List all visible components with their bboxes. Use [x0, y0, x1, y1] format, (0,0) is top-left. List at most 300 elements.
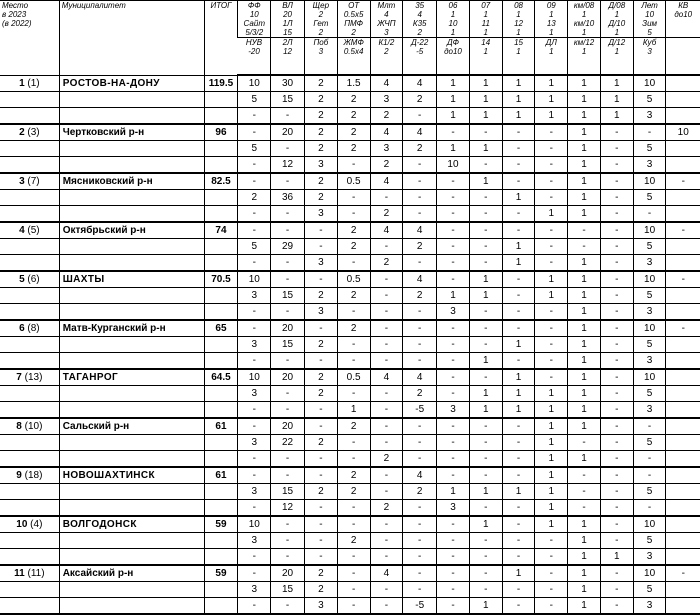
- total-score: 61: [204, 418, 238, 435]
- score-cell: 15: [271, 582, 305, 598]
- score-cell: 10: [437, 157, 470, 174]
- score-cell: 1: [469, 386, 502, 402]
- place-cell-empty: [0, 157, 59, 174]
- score-cell: 5: [633, 386, 666, 402]
- score-cell: 1: [568, 92, 601, 108]
- score-cell: 1: [535, 451, 568, 468]
- score-cell: -: [337, 353, 370, 370]
- header-col-6-bottom: ДФ до10: [437, 38, 470, 76]
- score-cell: -: [370, 582, 403, 598]
- score-cell: 5: [633, 92, 666, 108]
- total-cell-empty: [204, 402, 238, 419]
- score-cell: -: [370, 402, 403, 419]
- score-cell: 1: [437, 484, 470, 500]
- place-prev: (3): [24, 127, 40, 138]
- score-cell: -: [502, 451, 535, 468]
- score-cell: -: [469, 533, 502, 549]
- score-cell: 5: [238, 239, 271, 255]
- municipality-name: Чертковский р-н: [59, 124, 204, 141]
- score-cell: -: [502, 320, 535, 337]
- score-cell: -: [600, 533, 633, 549]
- place-cell-empty: [0, 108, 59, 125]
- score-cell: 1: [568, 75, 601, 92]
- score-cell: 4: [403, 467, 437, 484]
- score-cell: 3: [238, 533, 271, 549]
- score-cell: 1: [469, 516, 502, 533]
- score-cell: -: [600, 451, 633, 468]
- score-cell: -: [238, 304, 271, 321]
- table-row: [0, 173, 700, 190]
- score-cell: -: [304, 500, 337, 517]
- score-cell: -: [502, 533, 535, 549]
- score-cell: -: [304, 222, 337, 239]
- score-cell: -: [437, 353, 470, 370]
- score-cell: -: [633, 124, 666, 141]
- total-cell-empty: [204, 255, 238, 272]
- score-cell: 4: [403, 369, 437, 386]
- place-prev: (6): [24, 274, 40, 285]
- score-cell: [666, 304, 700, 321]
- score-cell: 10: [633, 320, 666, 337]
- score-cell: -: [337, 565, 370, 582]
- municipality-name: ТАГАНРОГ: [59, 369, 204, 386]
- score-cell: 4: [370, 173, 403, 190]
- total-score: 59: [204, 565, 238, 582]
- score-cell: -: [600, 304, 633, 321]
- place-prev: (11): [24, 568, 45, 579]
- score-cell: -: [600, 369, 633, 386]
- score-cell: 2: [304, 124, 337, 141]
- score-cell: 2: [304, 108, 337, 125]
- score-cell: [666, 549, 700, 566]
- score-cell: -: [238, 549, 271, 566]
- score-cell: -: [502, 271, 535, 288]
- total-cell-empty: [204, 157, 238, 174]
- score-cell: -: [666, 222, 700, 239]
- place-now: 5: [19, 274, 25, 285]
- score-cell: 3: [633, 598, 666, 615]
- total-cell-empty: [204, 337, 238, 353]
- score-cell: 2: [304, 288, 337, 304]
- score-cell: -: [469, 435, 502, 451]
- score-cell: -: [469, 369, 502, 386]
- header-col-8-top: 08 1 12 1: [502, 1, 535, 38]
- municipality-cell-empty: [59, 255, 204, 272]
- place-cell-empty: [0, 304, 59, 321]
- total-score: 96: [204, 124, 238, 141]
- score-cell: 15: [271, 288, 305, 304]
- score-cell: 1: [469, 173, 502, 190]
- score-cell: -: [600, 353, 633, 370]
- score-cell: -: [469, 582, 502, 598]
- score-cell: -: [502, 353, 535, 370]
- table-row: [0, 353, 700, 370]
- score-cell: 1: [568, 533, 601, 549]
- score-cell: -: [337, 337, 370, 353]
- total-score: 70.5: [204, 271, 238, 288]
- score-cell: -: [469, 222, 502, 239]
- total-score: 119.5: [204, 75, 238, 92]
- table-row: [0, 75, 700, 92]
- score-cell: -: [469, 304, 502, 321]
- score-cell: 1: [502, 239, 535, 255]
- score-cell: -: [370, 533, 403, 549]
- municipality-cell-empty: [59, 484, 204, 500]
- score-cell: -: [469, 549, 502, 566]
- score-cell: -: [437, 418, 470, 435]
- score-cell: -: [271, 533, 305, 549]
- score-cell: -: [271, 173, 305, 190]
- score-cell: 1: [568, 288, 601, 304]
- score-cell: -: [370, 353, 403, 370]
- place-cell-empty: [0, 190, 59, 206]
- header-col-10-bottom: км/12 1: [568, 38, 601, 76]
- score-cell: -: [600, 435, 633, 451]
- table-row: [0, 582, 700, 598]
- score-cell: 0.5: [337, 173, 370, 190]
- score-cell: -: [271, 353, 305, 370]
- score-cell: 3: [238, 582, 271, 598]
- score-cell: -: [403, 320, 437, 337]
- score-cell: -: [304, 418, 337, 435]
- score-cell: -: [337, 598, 370, 615]
- score-cell: -: [370, 337, 403, 353]
- place-cell-empty: [0, 582, 59, 598]
- score-cell: 5: [633, 533, 666, 549]
- score-cell: 2: [403, 239, 437, 255]
- score-cell: 1: [568, 108, 601, 125]
- score-cell: -: [403, 190, 437, 206]
- score-cell: [666, 255, 700, 272]
- score-cell: -: [238, 353, 271, 370]
- score-cell: -: [403, 108, 437, 125]
- score-cell: 1: [568, 386, 601, 402]
- score-cell: 15: [271, 92, 305, 108]
- score-cell: 20: [271, 320, 305, 337]
- total-cell-empty: [204, 582, 238, 598]
- score-cell: 15: [271, 337, 305, 353]
- total-cell-empty: [204, 386, 238, 402]
- place-cell-empty: [0, 92, 59, 108]
- municipality-cell-empty: [59, 582, 204, 598]
- score-cell: -: [502, 418, 535, 435]
- score-cell: -: [469, 500, 502, 517]
- score-cell: 1: [568, 337, 601, 353]
- score-cell: -: [370, 386, 403, 402]
- score-cell: -: [271, 402, 305, 419]
- table-row: [0, 451, 700, 468]
- score-cell: -: [469, 190, 502, 206]
- table-row: [0, 320, 700, 337]
- score-cell: 10: [238, 369, 271, 386]
- score-cell: 4: [370, 222, 403, 239]
- score-cell: 1: [502, 386, 535, 402]
- score-cell: -: [271, 386, 305, 402]
- score-cell: 2: [304, 337, 337, 353]
- score-cell: -: [403, 353, 437, 370]
- header-col-3-top: ОТ 0.5x5 ПМФ 2: [337, 1, 370, 38]
- header-col-4-top: Млт 4 ЖЧП 3: [370, 1, 403, 38]
- table-row: [0, 435, 700, 451]
- score-cell: 5: [633, 190, 666, 206]
- score-cell: 5: [633, 484, 666, 500]
- place-cell-empty: [0, 255, 59, 272]
- total-score: 59: [204, 516, 238, 533]
- place-cell: [0, 320, 59, 337]
- score-cell: -: [337, 582, 370, 598]
- score-cell: -: [304, 271, 337, 288]
- score-cell: -: [502, 222, 535, 239]
- place-cell-empty: [0, 239, 59, 255]
- header-col-7-bottom: 14 1: [469, 38, 502, 76]
- header-col-0-top: ФФ 10 Сайт 5/3/2: [238, 1, 271, 38]
- score-cell: 3: [633, 353, 666, 370]
- municipality-name: Мясниковский р-н: [59, 173, 204, 190]
- total-cell-empty: [204, 549, 238, 566]
- table-row: [0, 533, 700, 549]
- table-row: [0, 190, 700, 206]
- total-cell-empty: [204, 500, 238, 517]
- place-now: 1: [19, 77, 25, 89]
- score-cell: -: [535, 369, 568, 386]
- score-cell: 36: [271, 190, 305, 206]
- score-cell: 1: [535, 75, 568, 92]
- score-cell: -: [502, 467, 535, 484]
- score-cell: -: [437, 516, 470, 533]
- score-cell: -: [370, 516, 403, 533]
- score-cell: -: [304, 402, 337, 419]
- score-cell: 15: [271, 484, 305, 500]
- score-cell: 1: [568, 353, 601, 370]
- score-cell: -: [600, 190, 633, 206]
- score-cell: -: [535, 173, 568, 190]
- score-cell: -: [600, 320, 633, 337]
- score-cell: -: [469, 418, 502, 435]
- municipality-cell-empty: [59, 141, 204, 157]
- score-cell: -: [535, 533, 568, 549]
- score-cell: 3: [633, 304, 666, 321]
- score-cell: -: [600, 206, 633, 223]
- score-cell: -: [271, 549, 305, 566]
- score-cell: -: [568, 500, 601, 517]
- score-cell: -: [304, 451, 337, 468]
- municipality-name: Аксайский р-н: [59, 565, 204, 582]
- score-cell: -: [370, 435, 403, 451]
- header-col-5-top: 35 4 К35 2: [403, 1, 437, 38]
- score-cell: -: [403, 565, 437, 582]
- place-now: 4: [19, 225, 25, 236]
- table-row: [0, 516, 700, 533]
- table-row: [0, 369, 700, 386]
- score-cell: -: [535, 337, 568, 353]
- score-cell: 1: [469, 288, 502, 304]
- score-cell: -: [535, 598, 568, 615]
- score-cell: 4: [370, 565, 403, 582]
- score-cell: 2: [337, 533, 370, 549]
- score-cell: 4: [370, 75, 403, 92]
- score-cell: -: [271, 255, 305, 272]
- score-cell: -: [600, 141, 633, 157]
- score-cell: 1: [502, 255, 535, 272]
- score-cell: -: [370, 598, 403, 615]
- score-cell: -: [502, 516, 535, 533]
- score-cell: 20: [271, 565, 305, 582]
- score-cell: 1: [469, 598, 502, 615]
- table-row: [0, 92, 700, 108]
- score-cell: [666, 190, 700, 206]
- score-cell: -: [666, 320, 700, 337]
- score-cell: 1: [535, 467, 568, 484]
- score-cell: -: [633, 500, 666, 517]
- score-cell: -: [437, 190, 470, 206]
- score-cell: -: [403, 157, 437, 174]
- score-cell: 4: [403, 75, 437, 92]
- score-cell: 1: [568, 320, 601, 337]
- score-cell: -: [502, 124, 535, 141]
- score-cell: -: [403, 582, 437, 598]
- score-cell: -: [502, 157, 535, 174]
- score-cell: -: [238, 500, 271, 517]
- score-cell: -: [304, 467, 337, 484]
- total-score: 64.5: [204, 369, 238, 386]
- municipality-name: ШАХТЫ: [59, 271, 204, 288]
- municipality-cell-empty: [59, 157, 204, 174]
- municipality-cell-empty: [59, 288, 204, 304]
- score-cell: -: [502, 173, 535, 190]
- score-cell: -: [370, 288, 403, 304]
- score-cell: [666, 75, 700, 92]
- score-cell: [666, 402, 700, 419]
- total-cell-empty: [204, 533, 238, 549]
- score-cell: -: [403, 206, 437, 223]
- municipality-cell-empty: [59, 533, 204, 549]
- score-cell: 1: [469, 141, 502, 157]
- municipality-name: Октябрьский р-н: [59, 222, 204, 239]
- place-prev: (8): [24, 323, 40, 334]
- score-cell: 5: [633, 582, 666, 598]
- score-cell: 3: [633, 549, 666, 566]
- score-cell: 1: [535, 402, 568, 419]
- table-row: [0, 467, 700, 484]
- score-cell: 2: [403, 141, 437, 157]
- score-cell: [666, 108, 700, 125]
- score-cell: 2: [370, 206, 403, 223]
- score-cell: [666, 451, 700, 468]
- score-cell: -: [600, 467, 633, 484]
- score-cell: 2: [337, 467, 370, 484]
- place-cell-empty: [0, 337, 59, 353]
- score-cell: -: [502, 549, 535, 566]
- score-cell: 1: [568, 451, 601, 468]
- score-cell: [666, 288, 700, 304]
- score-cell: -: [271, 271, 305, 288]
- score-cell: -: [633, 206, 666, 223]
- place-cell-empty: [0, 288, 59, 304]
- total-cell-empty: [204, 92, 238, 108]
- header-col-0-bottom: НУВ -20: [238, 38, 271, 76]
- score-cell: [666, 500, 700, 517]
- score-cell: 2: [304, 75, 337, 92]
- score-cell: -: [337, 451, 370, 468]
- score-cell: -: [535, 239, 568, 255]
- score-cell: -: [437, 386, 470, 402]
- score-cell: 2: [337, 108, 370, 125]
- score-cell: -: [469, 467, 502, 484]
- score-cell: -: [568, 484, 601, 500]
- score-cell: -: [370, 239, 403, 255]
- total-cell-empty: [204, 239, 238, 255]
- score-cell: -: [271, 598, 305, 615]
- place-cell-empty: [0, 386, 59, 402]
- score-cell: -: [403, 418, 437, 435]
- score-cell: -: [600, 173, 633, 190]
- score-cell: -: [535, 565, 568, 582]
- municipality-name: РОСТОВ-НА-ДОНУ: [59, 75, 204, 92]
- header-col-3-bottom: ЖМФ 0.5x4: [337, 38, 370, 76]
- header-col-9-bottom: ДЛ 1: [535, 38, 568, 76]
- header-municipality: Муниципалитет: [59, 1, 204, 76]
- score-cell: 2: [304, 386, 337, 402]
- total-score: 82.5: [204, 173, 238, 190]
- score-cell: -: [370, 549, 403, 566]
- score-cell: 1: [568, 157, 601, 174]
- score-cell: -: [633, 467, 666, 484]
- score-cell: -: [437, 369, 470, 386]
- municipality-cell-empty: [59, 435, 204, 451]
- score-cell: [666, 516, 700, 533]
- score-cell: -: [600, 288, 633, 304]
- municipality-cell-empty: [59, 500, 204, 517]
- total-cell-empty: [204, 108, 238, 125]
- score-cell: -: [437, 549, 470, 566]
- header-col-8-bottom: 15 1: [502, 38, 535, 76]
- score-cell: 1: [502, 337, 535, 353]
- place-cell-empty: [0, 451, 59, 468]
- municipality-name: Матв-Курганский р-н: [59, 320, 204, 337]
- score-cell: 5: [633, 288, 666, 304]
- score-cell: 2: [337, 124, 370, 141]
- score-cell: 12: [271, 157, 305, 174]
- score-cell: 3: [633, 108, 666, 125]
- table-row: [0, 484, 700, 500]
- score-cell: -: [437, 271, 470, 288]
- score-cell: -: [437, 206, 470, 223]
- score-cell: -: [437, 598, 470, 615]
- score-cell: -: [502, 288, 535, 304]
- municipality-name: НОВОШАХТИНСК: [59, 467, 204, 484]
- score-cell: 1: [502, 190, 535, 206]
- score-cell: 4: [403, 124, 437, 141]
- header-col-6-top: 06 1 10 1: [437, 1, 470, 38]
- place-cell-empty: [0, 500, 59, 517]
- score-cell: -: [437, 565, 470, 582]
- municipality-cell-empty: [59, 598, 204, 615]
- place-cell: [0, 565, 59, 582]
- score-cell: 22: [271, 435, 305, 451]
- score-cell: 1.5: [337, 75, 370, 92]
- header-col-1-bottom: 2Л 12: [271, 38, 305, 76]
- score-cell: -: [502, 500, 535, 517]
- score-cell: 1: [535, 92, 568, 108]
- score-cell: -: [304, 239, 337, 255]
- score-cell: -5: [403, 402, 437, 419]
- table-header: [0, 1, 700, 76]
- municipality-cell-empty: [59, 108, 204, 125]
- score-cell: [666, 239, 700, 255]
- header-place: Место в 2023 (в 2022): [0, 1, 59, 76]
- score-cell: 2: [370, 255, 403, 272]
- score-cell: -: [437, 239, 470, 255]
